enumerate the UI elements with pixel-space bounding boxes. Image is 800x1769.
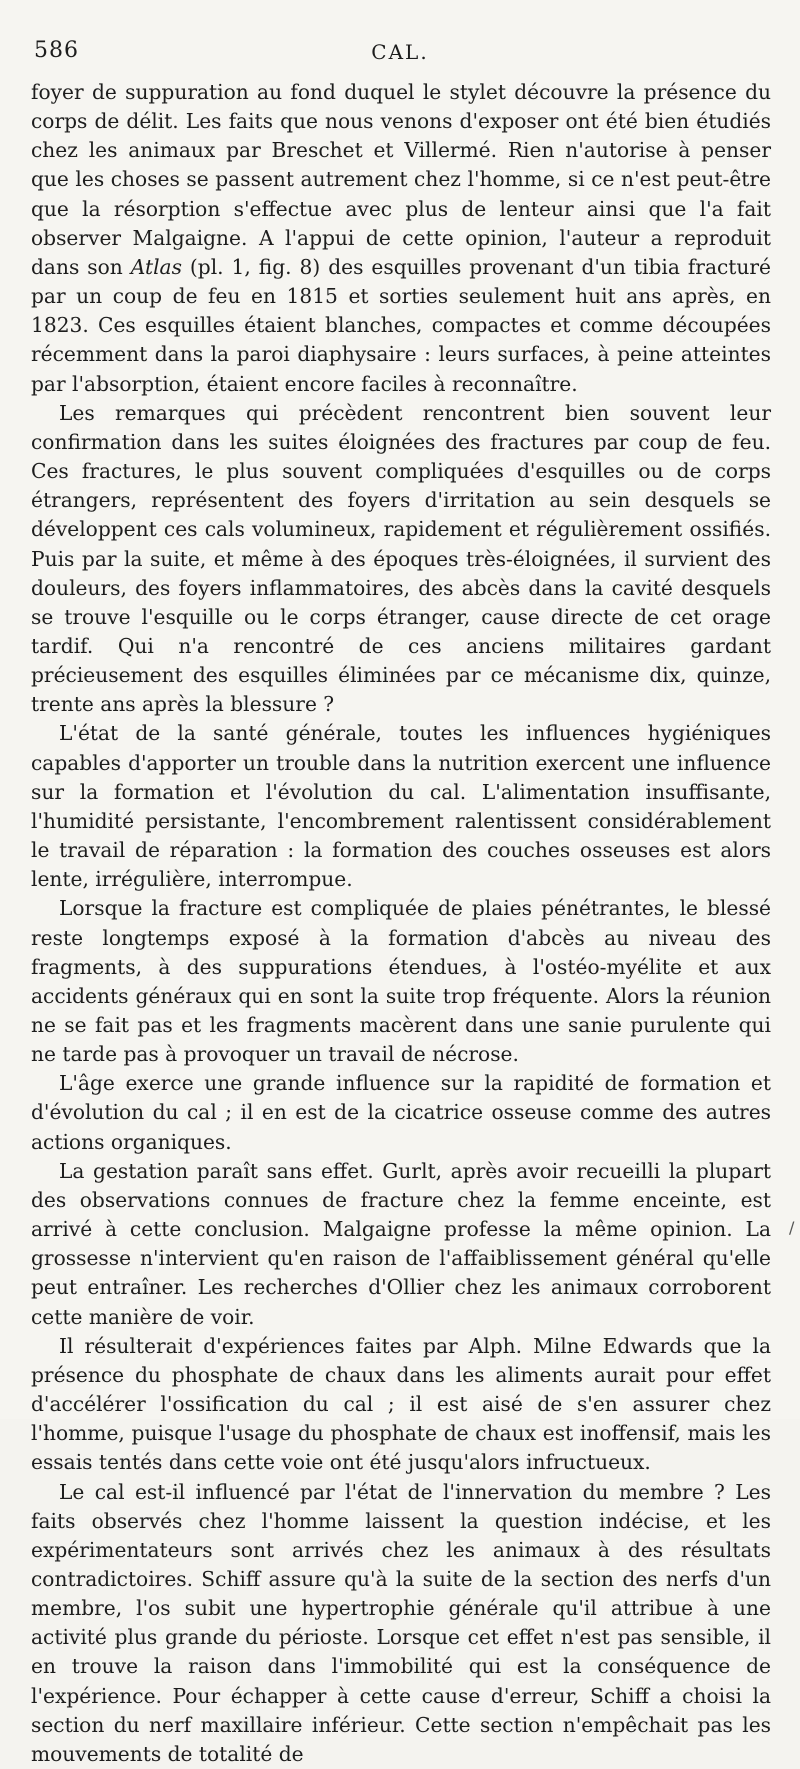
body-text bbox=[31, 78, 771, 1769]
paragraph-7: Il résulterait d'expériences faites par Alph. Milne Edwards que la présence du phosphate de chaux dans les aliments aurait pour effet d'accélérer l'ossification du cal ; il est aisé de s'en assurer chez l'homme, puisque l'usage du phosphate de chaux est inoffensif, mais les essais tentés dans cette voie ont été jusqu'alors infructueux. bbox=[31, 1332, 771, 1478]
page-number: 586 bbox=[34, 38, 79, 63]
running-head: CAL. bbox=[30, 40, 770, 64]
margin-mark: / bbox=[789, 1218, 794, 1237]
paragraph-5: L'âge exerce une grande influence sur la rapidité de formation et d'évolution du cal ; il en est de la cicatrice osseuse comme des autres actions organiques. bbox=[31, 1069, 771, 1156]
paragraph-6: La gestation paraît sans effet. Gurlt, après avoir recueilli la plupart des observations connues de fracture chez la femme enceinte, est arrivé à cette conclusion. Malgaigne professe la même opinion. La grossesse n'intervient qu'en raison de l'affaiblissement général qu'elle peut entraîner. Les recherches d'Ollier chez les animaux corroborent cette manière de voir. bbox=[31, 1157, 771, 1332]
paragraph-3: L'état de la santé générale, toutes les influences hygiéniques capables d'apporter un trouble dans la nutrition exercent une influence sur la formation et l'évolution du cal. L'alimentation insuffisante, l'humidité persistante, l'encombrement ralentissent considérablement le travail de réparation : la formation des couches osseuses est alors lente, irrégulière, interrompue. bbox=[31, 719, 771, 894]
paragraph-4: Lorsque la fracture est compliquée de plaies pénétrantes, le blessé reste longtemps exposé à la formation d'abcès au niveau des fragments, à des suppurations étendues, à l'ostéo-myélite et aux accidents généraux qui en sont la suite trop fréquente. Alors la réunion ne se fait pas et les fragments macèrent dans une sanie purulente qui ne tarde pas à provoquer un travail de nécrose. bbox=[31, 894, 771, 1069]
paragraph-1-text-end: (pl. 1, fig. 8) des esquilles provenant d'un tibia fracturé par un coup de feu en 1815 et sorties seulement huit ans après, en 1823. Ces esquilles étaient blanches, compactes et comme découpées récemment dans la paroi diaphysaire : leurs surfaces, à peine atteintes par l'absorption, étaient encore faciles à reconnaître. bbox=[31, 255, 771, 396]
paragraph-8: Le cal est-il influencé par l'état de l'innervation du membre ? Les faits observés chez l'homme laissent la question indécise, et les expérimentateurs sont arrivés chez les animaux à des résultats contradictoires. Schiff assure qu'à la suite de la section des nerfs d'un membre, l'os subit une hypertrophie générale qu'il attribue à une activité plus grande du périoste. Lorsque cet effet n'est pas sensible, il en trouve la raison dans l'immobilité qui est la conséquence de l'expérience. Pour échapper à cette cause d'erreur, Schiff a choisi la section du nerf maxillaire inférieur. Cette section n'empêchait pas les mouvements de totalité de bbox=[31, 1478, 771, 1769]
paragraph-1-text-start: foyer de suppuration au fond duquel le stylet découvre la présence du corps de délit. Les faits que nous venons d'exposer ont été bien étudiés chez les animaux par Breschet et Villermé. Rien n'autorise à penser que les choses se passent autrement chez l'homme, si ce n'est peut-être que la résorption s'effectue avec plus de lenteur ainsi que l'a fait observer Malgaigne. A l'appui de cette opinion, l'auteur a reproduit dans son bbox=[31, 80, 771, 279]
paragraph-1 bbox=[31, 78, 771, 399]
page-header bbox=[30, 38, 770, 68]
atlas-title: Atlas bbox=[131, 255, 182, 279]
paragraph-2: Les remarques qui précèdent rencontrent bien souvent leur confirmation dans les suites éloignées des fractures par coup de feu. Ces fractures, le plus souvent compliquées d'esquilles ou de corps étrangers, représentent des foyers d'irritation au sein desquels se développent ces cals volumineux, rapidement et régulièrement ossifiés. Puis par la suite, et même à des époques très-éloignées, il survient des douleurs, des foyers inflammatoires, des abcès dans la cavité desquels se trouve l'esquille ou le corps étranger, cause directe de cet orage tardif. Qui n'a rencontré de ces anciens militaires gardant précieusement des esquilles éliminées par ce mécanisme dix, quinze, trente ans après la blessure ? bbox=[31, 399, 771, 720]
